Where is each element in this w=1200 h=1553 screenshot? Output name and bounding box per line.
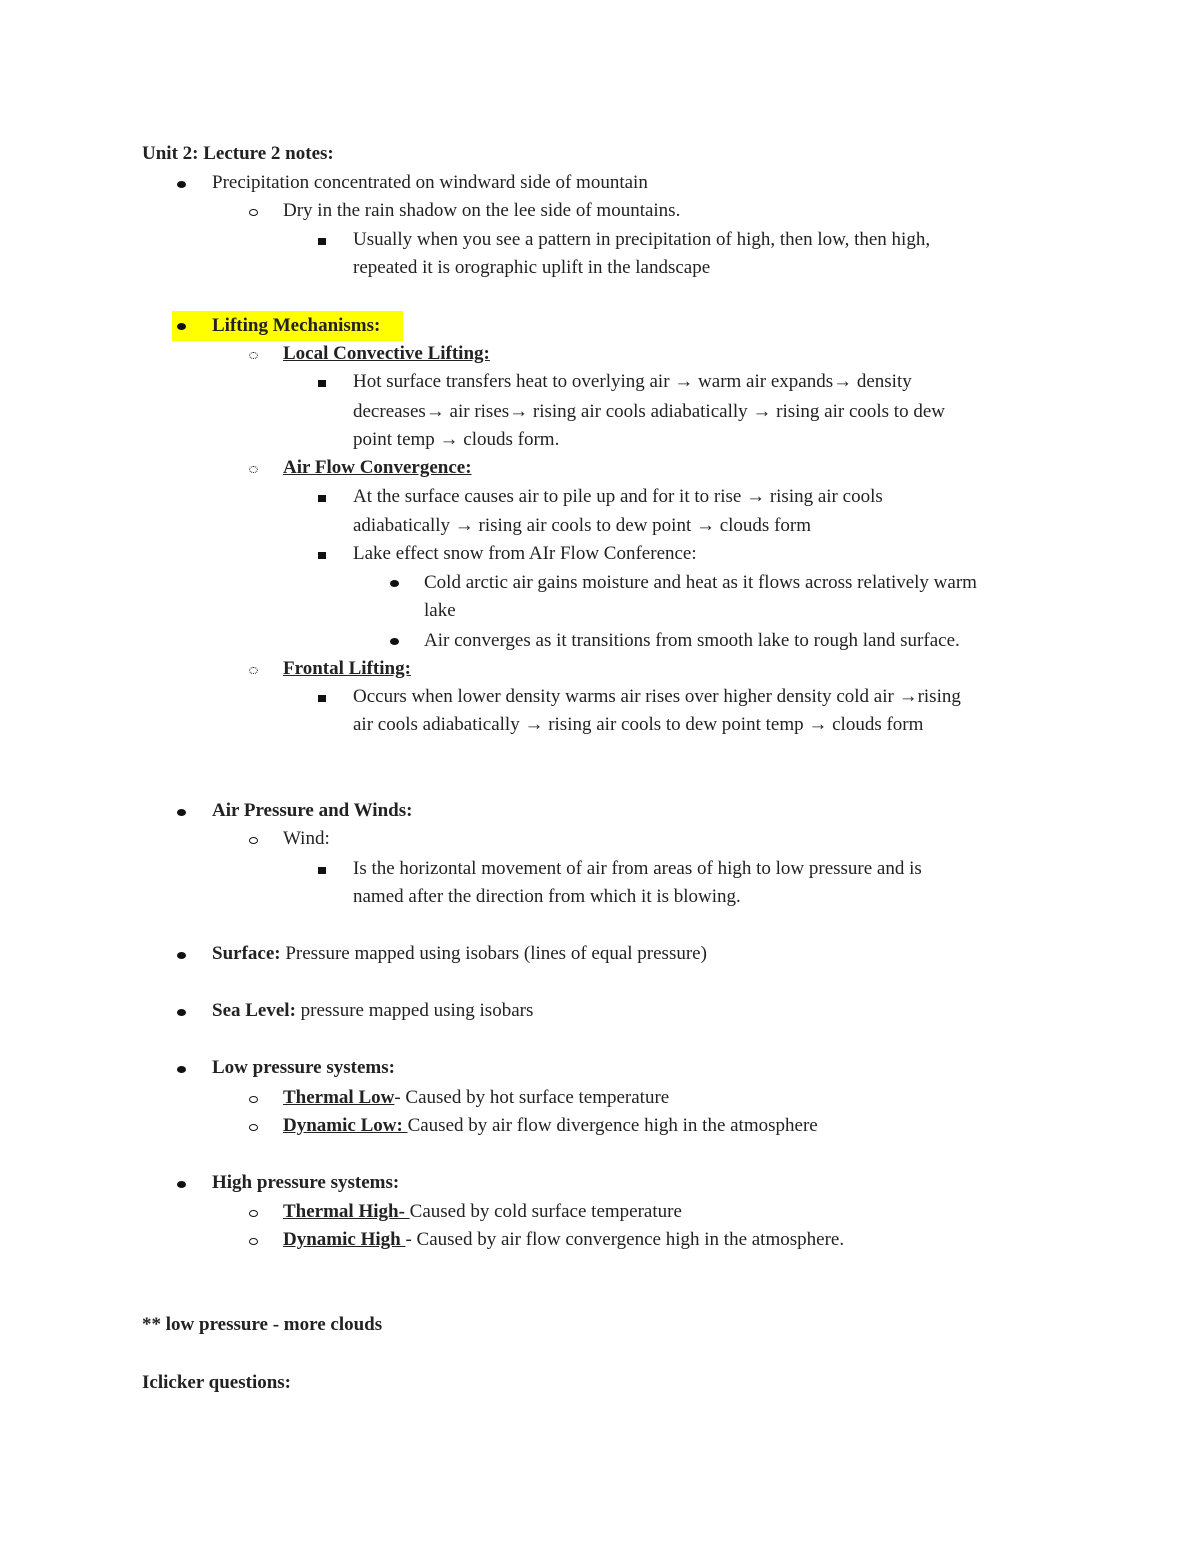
low-pressure-note: ** low pressure - more clouds	[142, 1314, 383, 1335]
thermal-low-line	[283, 1084, 669, 1112]
thermal-low-label: Thermal Low	[283, 1087, 395, 1108]
wind-label: Wind:	[283, 828, 330, 849]
bullet-disc	[177, 1066, 186, 1073]
bullet-circle	[249, 1238, 258, 1245]
bullet-dotted-circle	[249, 352, 258, 359]
local-convective-title: Local Convective Lifting:	[283, 343, 490, 364]
bullet-square	[318, 695, 326, 702]
surface-line	[212, 940, 707, 968]
bullet-dotted-circle	[249, 466, 258, 473]
bullet-circle	[249, 837, 258, 844]
bullet-square	[318, 380, 326, 387]
lake-sub-2: Air converges as it transitions from smooth lake to rough land surface.	[424, 630, 960, 651]
bullet-disc	[177, 323, 186, 330]
dynamic-low-label: Dynamic Low:	[283, 1115, 408, 1136]
bullet-square	[318, 495, 326, 502]
sealevel-line	[212, 997, 533, 1025]
bullet-disc	[177, 952, 186, 959]
bullet-circle	[249, 1096, 258, 1103]
precip-line-1: Precipitation concentrated on windward side of mountain	[212, 172, 648, 193]
thermal-low-text: - Caused by hot surface temperature	[394, 1087, 670, 1108]
surface-label: Surface:	[212, 943, 281, 964]
lake-effect-line: Lake effect snow from AIr Flow Conference:	[353, 543, 697, 564]
thermal-high-line	[283, 1198, 682, 1226]
dynamic-low-text: Caused by air flow divergence high in the atmosphere	[407, 1115, 818, 1136]
precip-line-2: Dry in the rain shadow on the lee side of mountains.	[283, 200, 681, 221]
bullet-square	[318, 552, 326, 559]
convergence-title: Air Flow Convergence:	[283, 457, 472, 478]
pressure-heading: Air Pressure and Winds:	[212, 800, 413, 821]
precip-line-3a: Usually when you see a pattern in precipitation of high, then low, then high,	[353, 229, 931, 250]
precip-line-3b: repeated it is orographic uplift in the landscape	[353, 257, 711, 278]
local-line-a: Hot surface transfers heat to overlying air → warm air expands→ density	[353, 371, 912, 392]
dynamic-low-line	[283, 1112, 818, 1140]
bullet-disc	[177, 809, 186, 816]
bullet-dotted-circle	[249, 667, 258, 674]
bullet-disc	[390, 638, 399, 645]
bullet-disc	[177, 1181, 186, 1188]
thermal-high-text: Caused by cold surface temperature	[409, 1201, 682, 1222]
bullet-disc	[177, 1009, 186, 1016]
bullet-circle	[249, 1210, 258, 1217]
lake-sub-1a: Cold arctic air gains moisture and heat as it flows across relatively warm	[424, 572, 977, 593]
low-heading: Low pressure systems:	[212, 1057, 395, 1078]
sealevel-text: pressure mapped using isobars	[295, 1000, 534, 1021]
bullet-circle	[249, 209, 258, 216]
convergence-line-a: At the surface causes air to pile up and for it to rise → rising air cools	[353, 486, 883, 507]
convergence-line-b: adiabatically → rising air cools to dew point → clouds form	[353, 515, 812, 536]
dynamic-high-label: Dynamic High	[283, 1229, 406, 1250]
bullet-square	[318, 867, 326, 874]
local-line-c: point temp → clouds form.	[353, 429, 560, 450]
sealevel-label: Sea Level:	[212, 1000, 296, 1021]
iclicker-heading: Iclicker questions:	[142, 1372, 292, 1393]
frontal-line-a: Occurs when lower density warms air rises over higher density cold air →rising	[353, 686, 961, 707]
bullet-disc	[390, 580, 399, 587]
surface-text: Pressure mapped using isobars (lines of equal pressure)	[280, 943, 707, 964]
wind-line-b: named after the direction from which it is blowing.	[353, 886, 741, 907]
lake-sub-1b: lake	[424, 600, 456, 621]
high-heading: High pressure systems:	[212, 1172, 400, 1193]
bullet-square	[318, 238, 326, 245]
page-title: Unit 2: Lecture 2 notes:	[142, 143, 334, 164]
dynamic-high-text: - Caused by air flow convergence high in the atmosphere.	[405, 1229, 845, 1250]
wind-line-a: Is the horizontal movement of air from areas of high to low pressure and is	[353, 858, 922, 879]
thermal-high-label: Thermal High-	[283, 1201, 410, 1222]
lifting-heading: Lifting Mechanisms:	[212, 315, 381, 336]
local-line-b: decreases→ air rises→ rising air cools adiabatically → rising air cools to dew	[353, 401, 945, 422]
bullet-disc	[177, 181, 186, 188]
dynamic-high-line	[283, 1226, 844, 1254]
bullet-circle	[249, 1124, 258, 1131]
frontal-title: Frontal Lifting:	[283, 658, 411, 679]
frontal-line-b: air cools adiabatically → rising air cools to dew point temp → clouds form	[353, 714, 924, 735]
